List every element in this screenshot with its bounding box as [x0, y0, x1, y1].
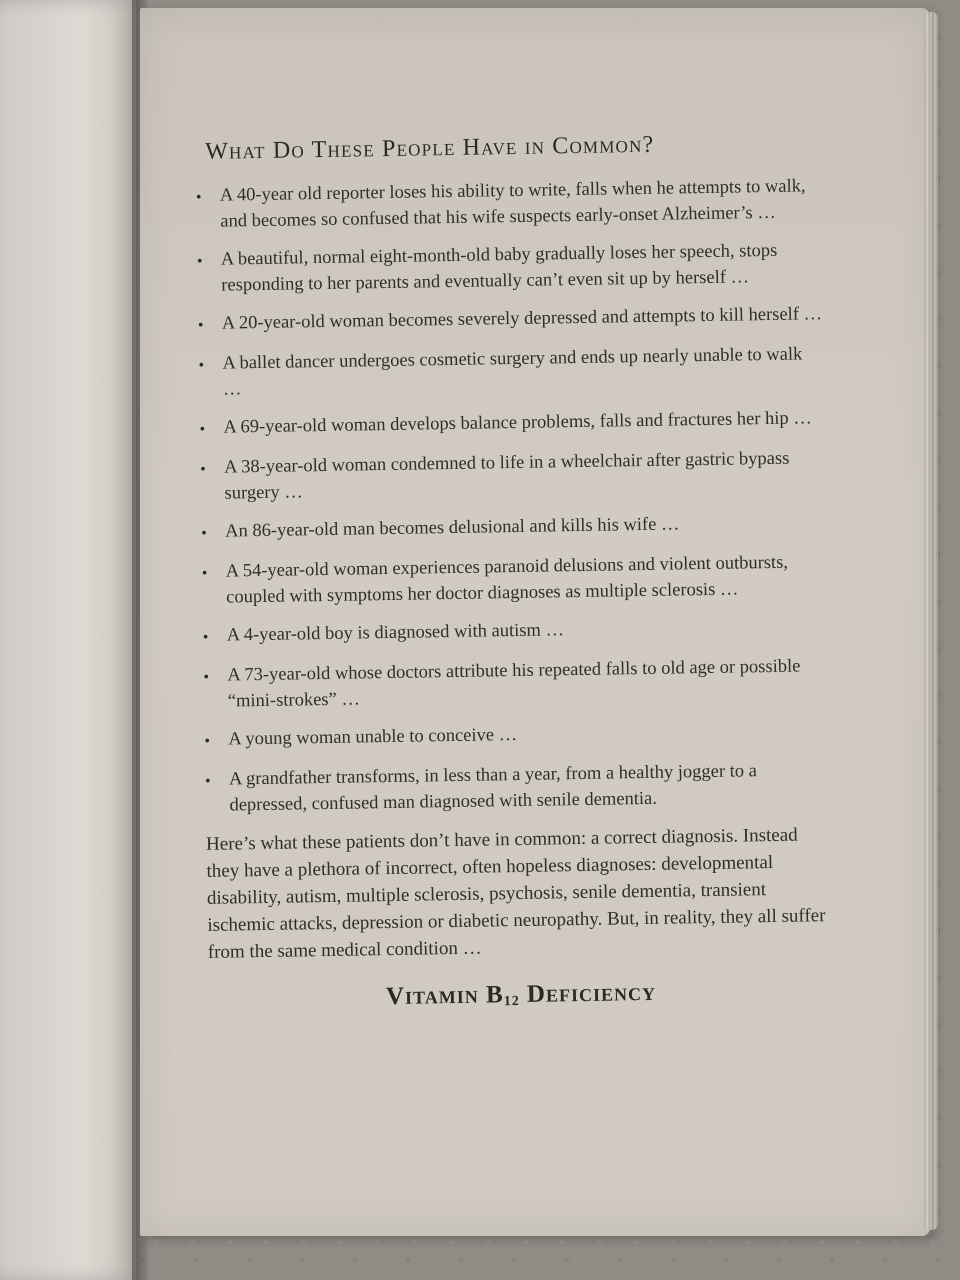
bullet-icon: • [203, 668, 210, 686]
bullet-icon: • [201, 564, 208, 582]
bullet-text: A 40-year old reporter loses his ability to write, falls when he attempts to walk, and becomes so confused that his wife suspects early-onset Alzheimer’s … [219, 176, 806, 232]
bullet-text: A young woman unable to conceive … [228, 724, 518, 750]
bullet-icon: • [202, 628, 209, 646]
page-title: What Do These People Have in Common? [205, 131, 655, 165]
list-item [198, 301, 823, 339]
bullet-text: An 86-year-old man becomes delusional and kills his wife … [225, 514, 680, 542]
bullet-text: A 4-year-old boy is diagnosed with autism … [226, 620, 565, 646]
bullet-text: A 69-year-old woman develops balance problems, falls and fractures her hip … [223, 408, 812, 438]
list-item [197, 237, 823, 299]
list-item [199, 405, 824, 443]
footer-suffix: Deficiency [519, 978, 657, 1008]
list-item [198, 341, 824, 403]
list-item [200, 445, 826, 507]
bullet-icon: • [198, 356, 205, 374]
bullet-icon: • [195, 188, 202, 206]
bullet-text: A 20-year-old woman becomes severely depressed and attempts to kill herself … [221, 303, 823, 334]
bullet-list [196, 173, 831, 819]
bullet-text: A grandfather transforms, in less than a year, from a healthy jogger to a depressed, confused man diagnosed with senile dementia. [228, 761, 758, 816]
summary-paragraph: Here’s what these patients don’t have in common: a correct diagnosis. Instead they have a plethora of incorrect, often hopeless diagnoses: developmental disability, autism, multiple sclerosis, psychosis, senile dementia, transient ischemic attacks, depression or diabetic neuropathy. But, in reality, they all suffer from the same medical condition … [205, 824, 826, 963]
bullet-icon: • [197, 316, 204, 334]
bullet-text: A ballet dancer undergoes cosmetic surgery and ends up nearly unable to walk … [222, 344, 803, 400]
bullet-icon: • [199, 420, 206, 438]
list-item [202, 549, 828, 611]
list-item [203, 653, 829, 715]
bullet-text: A 73-year-old whose doctors attribute his repeated falls to old age or possible “mini-strokes” … [227, 656, 801, 712]
bullet-icon: • [204, 732, 211, 750]
left-page [0, 0, 136, 1280]
bullet-icon: • [200, 460, 206, 478]
footer-subscript: 12 [503, 993, 520, 1010]
bullet-text: A beautiful, normal eight-month-old baby gradually loses her speech, stops responding to her parents and eventually can’t even sit up by herself … [220, 240, 778, 296]
bullet-text: A 54-year-old woman experiences paranoid delusions and violent outbursts, coupled with symptoms her doctor diagnoses as multiple sclerosis … [225, 552, 789, 608]
bullet-text: A 38-year-old woman condemned to life in a wheelchair after gastric bypass surgery … [224, 448, 790, 504]
bullet-icon: • [196, 252, 203, 270]
list-item [196, 173, 822, 235]
page-content [195, 128, 834, 1015]
list-item [201, 509, 826, 547]
footer-prefix: Vitamin B [385, 981, 504, 1010]
list-item [203, 613, 828, 651]
list-item [205, 757, 831, 819]
list-item [204, 717, 829, 755]
bullet-icon: • [204, 772, 211, 790]
bullet-icon: • [201, 524, 207, 542]
page-edge [924, 12, 938, 1230]
